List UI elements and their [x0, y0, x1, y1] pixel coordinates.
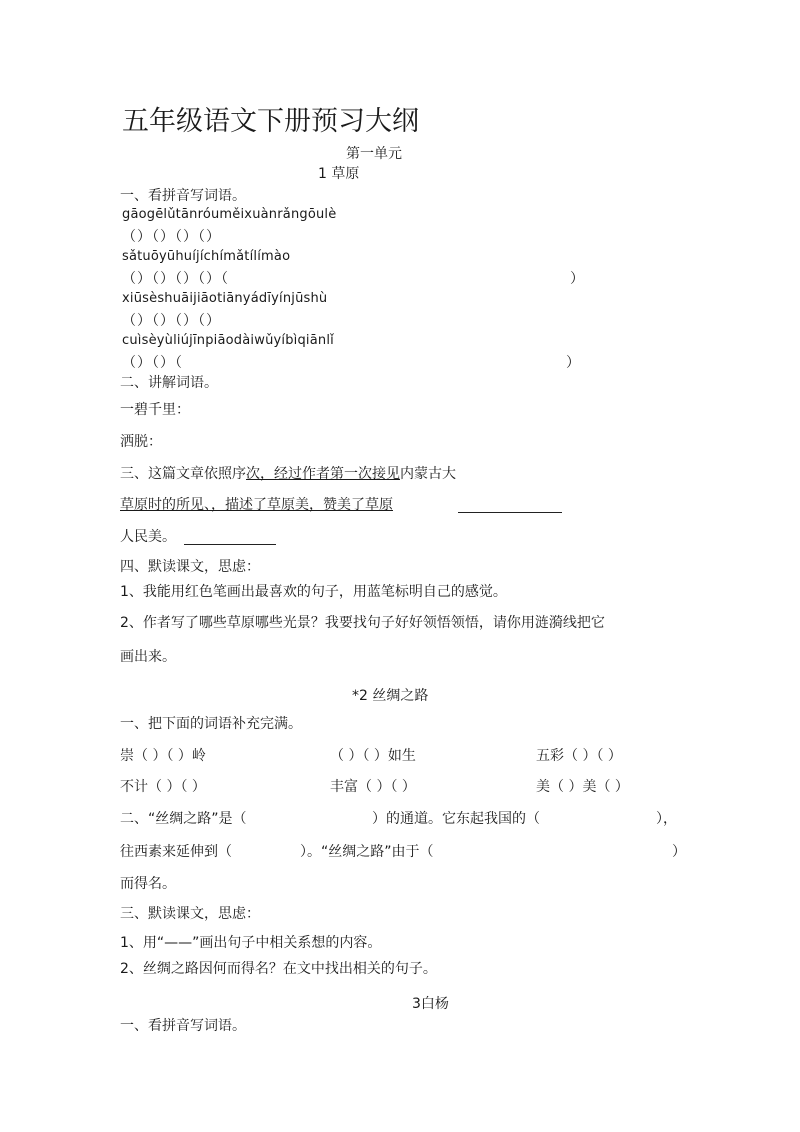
lesson-3-title: 3白杨	[412, 996, 449, 1012]
unit-title: 第一单元	[346, 146, 402, 162]
lesson-2-title: *2 丝绸之路	[352, 688, 429, 704]
lesson2-q2-line2-a: 往西素来延伸到（	[120, 844, 232, 860]
fill-word-r1c2: （ ）（ ）如生	[330, 748, 416, 764]
answer-parens-2: （）（）（）（）（	[122, 271, 229, 287]
lesson2-q3: 三、默读课文，思虑：	[120, 906, 260, 922]
lesson1-q4-item2: 2、作者写了哪些草原哪些光景？我要找句子好好领悟领悟，请你用涟漪线把它	[120, 615, 605, 631]
fill-word-r1c3: 五彩（ ）（ ）	[536, 748, 622, 764]
pinyin-row-1: gāogēlǔtānróuměixuànrǎngōulè	[122, 207, 337, 222]
fill-word-r2c3: 美（ ）美（ ）	[536, 779, 629, 795]
lesson3-q1: 一、看拼音写词语。	[120, 1018, 246, 1034]
fill-word-r1c1: 崇（ ）（ ）岭	[120, 748, 206, 764]
answer-parens-3: （）（）（）（）	[122, 313, 221, 329]
page-title: 五年级语文下册预习大纲	[122, 106, 419, 137]
pinyin-row-2: sǎtuōyūhuíjíchímǎtílímào	[122, 249, 291, 264]
lesson2-q2-line2-b: ）。“丝绸之路”由于（	[300, 844, 434, 860]
lesson2-q2-line1-a: 二、“丝绸之路”是（	[120, 811, 247, 827]
lesson2-q2-line3: 而得名。	[120, 876, 176, 892]
lesson1-q4-item2-cont: 画出来。	[120, 649, 176, 665]
lesson2-q1: 一、把下面的词语补充完满。	[120, 716, 302, 732]
word-explain-1: 一碧千里：	[120, 402, 190, 418]
fill-word-r2c2: 丰富（ ）（ ）	[330, 779, 416, 795]
q3-blank-2	[184, 544, 276, 545]
lesson1-q3-line2	[120, 495, 393, 515]
word-explain-2: 洒脱：	[120, 434, 162, 450]
pinyin-row-4: cuìsèyùliújīnpiāodàiwǔyíbìqiānlǐ	[122, 333, 334, 348]
q3-line2-b: 描述了草原美，赞美了草原	[225, 497, 393, 513]
lesson1-q4: 四、默读课文，思虑：	[120, 559, 260, 575]
pinyin-row-3: xiūsèshuāijiāotiānyádīyínjūshù	[122, 291, 328, 306]
q3-text-c: 内蒙古大	[400, 466, 456, 482]
lesson1-q1: 一、看拼音写词语。	[120, 188, 246, 204]
answer-parens-2-end: ）	[570, 271, 584, 287]
lesson2-q3-item1: 1、用“——”画出句子中相关系想的内容。	[120, 935, 382, 951]
lesson1-q4-item1: 1、我能用红色笔画出最喜欢的句子，用蓝笔标明自己的感觉。	[120, 584, 507, 600]
q3-blank-1	[458, 512, 562, 513]
lesson2-q2-line1-c: ），	[656, 811, 677, 827]
q3-text-b: 次，经过作者第一次接见	[246, 466, 400, 482]
q3-line2-a: 草原时的所见、，	[120, 497, 225, 513]
q3-line3-a: 人民美	[120, 529, 162, 545]
lesson1-q3-line3	[120, 527, 176, 547]
fill-word-r2c1: 不计（ ）（ ）	[120, 779, 206, 795]
lesson-1-title: 1 草原	[318, 166, 360, 182]
lesson1-q3-line1	[120, 464, 456, 484]
lesson2-q2-line1-b: ）的通道。它东起我国的（	[372, 811, 540, 827]
q3-text-a: 三、这篇文章依照序	[120, 466, 246, 482]
lesson2-q3-item2: 2、丝绸之路因何而得名？在文中找出相关的句子。	[120, 961, 437, 977]
answer-parens-4: （）（）（	[122, 355, 183, 371]
q3-line3-b: 。	[162, 529, 176, 545]
answer-parens-4-end: ）	[566, 355, 580, 371]
answer-parens-1: （）（）（）（）	[122, 229, 221, 245]
lesson1-q2: 二、讲解词语。	[120, 375, 218, 391]
lesson2-q2-line2-c: ）	[672, 844, 686, 860]
